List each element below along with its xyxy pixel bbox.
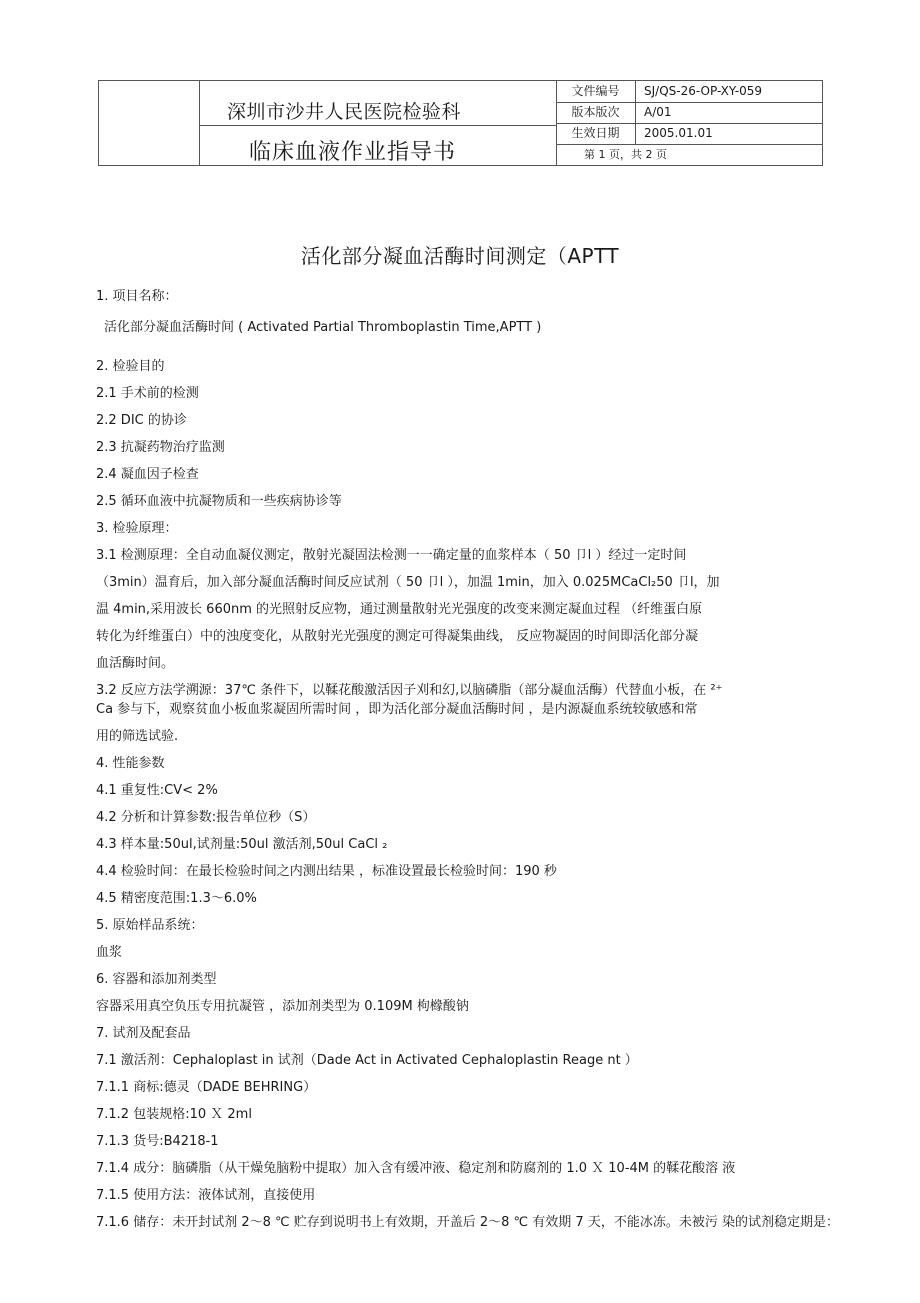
text-line: 5. 原始样品系统：: [96, 918, 204, 933]
doc-number-label: 文件编号: [556, 81, 636, 102]
text-line: 4.2 分析和计算参数:报告单位秒（S）: [96, 810, 316, 825]
text-line: 7.1.4 成分：脑磷脂（从干燥兔脑粉中提取）加入含有缓冲液、稳定剂和防腐剂的 1.0 Ｘ 10-4M 的鞣花酸溶 液: [96, 1161, 736, 1176]
text-line: 6. 容器和添加剂类型: [96, 972, 217, 987]
text-line: 活化部分凝血活酶时间 ( Activated Partial Thromboplastin Time,APTT ): [104, 320, 542, 335]
organization-name: 深圳市沙井人民医院检验科: [227, 101, 462, 123]
text-line: 7. 试剂及配套品: [96, 1026, 191, 1041]
text-line: 7.1.6 储存：未开封试剂 2～8 ℃ 贮存到说明书上有效期，开盖后 2～8 ℃ 有效期 7 天，不能冰冻。未被污 染的试剂稳定期是：: [96, 1215, 839, 1230]
version-row: [556, 102, 822, 124]
text-line: 2.2 DIC 的协诊: [96, 413, 187, 428]
text-line: 4.1 重复性:CV< 2%: [96, 783, 218, 798]
document-header: [98, 80, 823, 166]
text-line: 温 4min,采用波长 660nm 的光照射反应物，通过测量散射光光强度的改变来测定凝血过程 （纤维蛋白原: [96, 602, 703, 617]
text-line: 3.1 检测原理：全自动血凝仪测定，散射光凝固法检测一一确定量的血浆样本（ 50 卩l ）经过一定时间: [96, 548, 687, 563]
header-meta-cell: [556, 81, 822, 165]
text-line: 用的筛选试验.: [96, 729, 179, 744]
text-line: 2. 检验目的: [96, 359, 165, 374]
text-line: 血活酶时间。: [96, 656, 175, 671]
text-line: 2.4 凝血因子检查: [96, 467, 199, 482]
version-value: A/01: [644, 105, 672, 119]
text-line: 2.5 循环血液中抗凝物质和一些疾病协诊等: [96, 494, 342, 509]
text-line: 1. 项目名称：: [96, 289, 178, 304]
text-line: （3min）温育后，加入部分凝血活酶时间反应试剂（ 50 卩l ），加温 1min，加入 0.025MCaCl₂50 卩l，加: [96, 575, 720, 590]
text-line: 4.3 样本量:50ul,试剂量:50ul 激活剂,50ul CaCl ₂: [96, 837, 388, 852]
text-line: 2.3 抗凝药物治疗监测: [96, 440, 225, 455]
effective-date-label: 生效日期: [556, 123, 636, 144]
effective-date-row: [556, 123, 822, 145]
manual-title: 临床血液作业指导书: [249, 140, 457, 165]
doc-number-row: [556, 81, 822, 103]
doc-number-value: SJ/QS-26-OP-XY-059: [644, 84, 763, 98]
page-info: 第 1 页，共 2 页: [584, 148, 667, 161]
text-line: Ca 参与下，观察贫血小板血浆凝固所需时间 ，即为活化部分凝血活酶时间 ，是内源凝血系统较敏感和常: [96, 702, 698, 717]
text-line: 2.1 手术前的检测: [96, 386, 199, 401]
text-line: 7.1.5 使用方法：液体试剂，直接使用: [96, 1188, 316, 1203]
text-line: 容器采用真空负压专用抗凝管 ，添加剂类型为 0.109M 枸橼酸钠: [96, 999, 469, 1014]
text-line: 血浆: [96, 945, 123, 960]
text-line: 转化为纤维蛋白）中的浊度变化，从散射光光强度的测定可得凝集曲线， 反应物凝固的时间即活化部分凝: [96, 629, 699, 644]
text-line: 4.5 精密度范围:1.3～6.0%: [96, 891, 257, 906]
text-line: 3. 检验原理：: [96, 521, 178, 536]
text-line: 4.4 检验时间：在最长检验时间之内测出结果 ，标准设置最长检验时间：190 秒: [96, 864, 557, 879]
text-line: 3.2 反应方法学溯源：37℃ 条件下，以鞣花酸激活因子刈和幻,以脑磷脂（部分凝血活酶）代替血小板，在 ²⁺: [96, 683, 723, 698]
effective-date-value: 2005.01.01: [644, 126, 713, 140]
text-line: 7.1.2 包装规格:10 Ｘ 2ml: [96, 1107, 252, 1122]
document-title: 活化部分凝血活酶时间测定（APTT: [300, 244, 620, 268]
header-title-cell: [199, 81, 557, 165]
text-line: 4. 性能参数: [96, 756, 165, 771]
text-line: 7.1.1 商标:德灵（DADE BEHRING）: [96, 1080, 317, 1095]
page-info-row: [556, 144, 822, 165]
text-line: 7.1.3 货号:B4218-1: [96, 1134, 219, 1149]
header-logo-cell: [99, 81, 200, 165]
version-label: 版本版次: [556, 102, 636, 123]
header-divider: [199, 125, 556, 126]
text-line: 7.1 激活剂：Cephaloplast in 试剂（Dade Act in Activated Cephaloplastin Reage nt ）: [96, 1053, 638, 1068]
